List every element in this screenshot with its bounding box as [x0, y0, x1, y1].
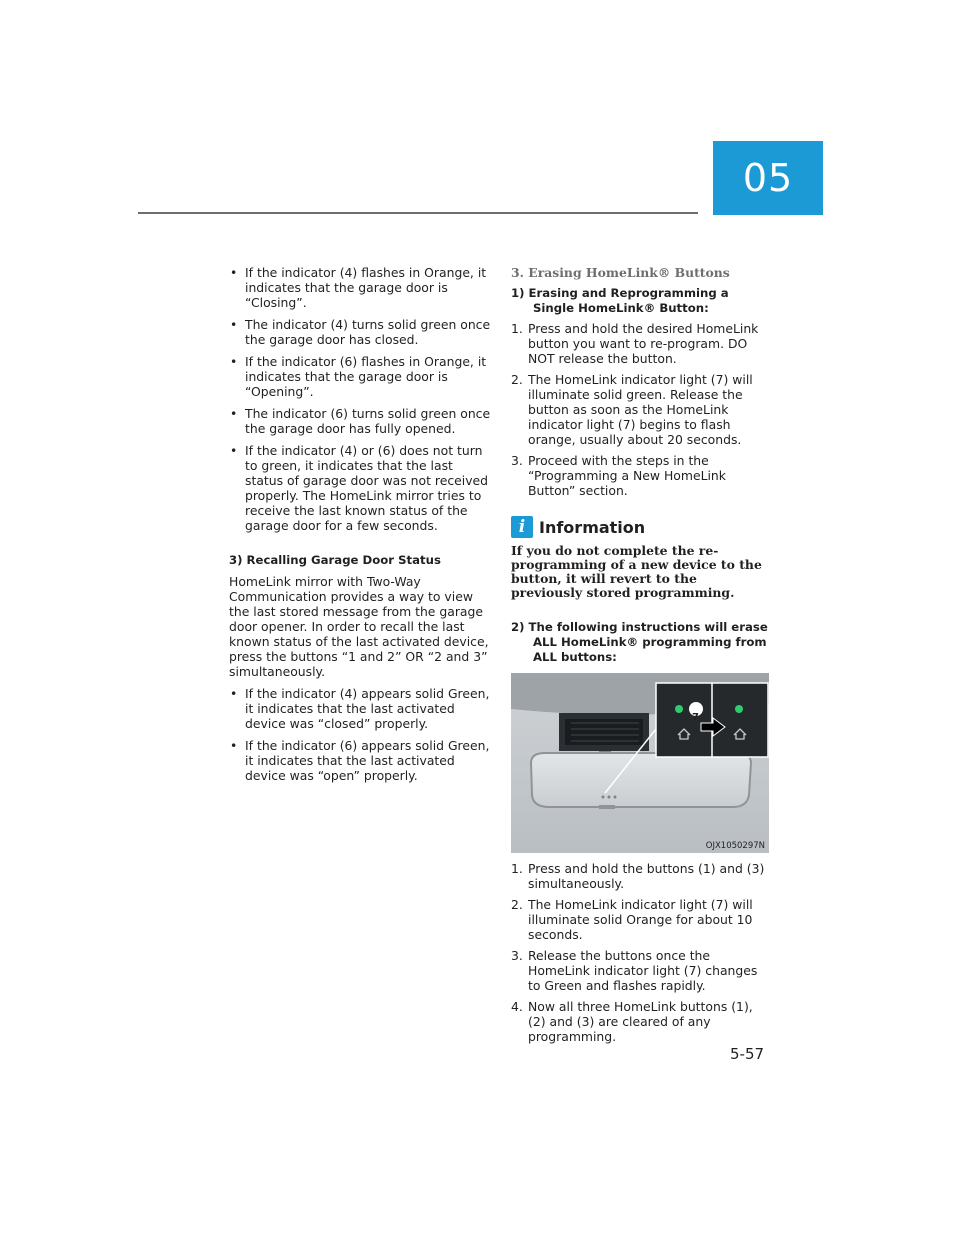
list-item: • If the indicator (6) appears solid Green, it indicates that the last activated device was “open” properly. — [230, 738, 490, 783]
recall-bullet-list — [229, 686, 491, 783]
indicator-light-left — [675, 705, 683, 713]
list-item: 4. Now all three HomeLink buttons (1), (2) and (3) are cleared of any programming. — [511, 999, 753, 1044]
indicator-light-right — [735, 705, 743, 713]
section-title: 3. Erasing HomeLink® Buttons — [511, 265, 730, 280]
info-title: Information — [539, 517, 646, 537]
info-text: If you do not complete the re-programming of a new device to the button, it will revert to the previously stored programming. — [511, 543, 762, 600]
list-item: 1. Press and hold the desired HomeLink button you want to re-program. DO NOT release the button. — [511, 321, 759, 366]
recall-heading: 3) Recalling Garage Door Status — [229, 553, 441, 567]
info-icon: i — [511, 516, 533, 538]
header-rule — [138, 212, 698, 214]
sub-heading-single: 1) Erasing and Reprogramming a Single HomeLink® Button: — [511, 286, 729, 315]
list-item: • If the indicator (6) flashes in Orange, it indicates that the garage door is “Opening”. — [230, 354, 487, 399]
list-item: • The indicator (4) turns solid green once the garage door has closed. — [230, 317, 491, 347]
list-item: • If the indicator (4) or (6) does not turn to green, it indicates that the last status of garage door was not received properly. The HomeLink mirror tries to receive the last known status of the garage door for a few seconds. — [230, 443, 489, 533]
recall-paragraph: HomeLink mirror with Two-Way Communication provides a way to view the last stored message from the garage door opener. In order to recall the last known status of the last activated device, press the buttons “1 and 2” OR “2 and 3” simultaneously. — [229, 574, 489, 679]
list-item: • The indicator (6) turns solid green once the garage door has fully opened. — [230, 406, 491, 436]
sub-heading-all: 2) The following instructions will erase ALL HomeLink® programming from ALL buttons: — [511, 620, 768, 664]
erase-all-steps — [511, 861, 771, 1044]
list-item: • If the indicator (4) appears solid Green, it indicates that the last activated device was “closed” properly. — [230, 686, 490, 731]
single-erase-steps — [511, 321, 771, 498]
left-column — [229, 265, 491, 790]
mirror-illustration — [511, 673, 769, 853]
page-number: 5-57 — [730, 1045, 765, 1063]
chapter-number: 05 — [742, 156, 794, 200]
list-item: 2. The HomeLink indicator light (7) will illuminate solid Orange for about 10 seconds. — [511, 897, 753, 942]
callout-number: 7 — [692, 712, 699, 723]
mirror-figure — [511, 673, 769, 853]
list-item: • If the indicator (4) flashes in Orange, it indicates that the garage door is “Closing”. — [230, 265, 487, 310]
figure-code: OJX1050297N — [705, 841, 765, 851]
list-item: 2. The HomeLink indicator light (7) will illuminate solid green. Release the button as soon as the HomeLink indicator light (7) begins to flash orange, usually about 20 seconds. — [511, 372, 753, 447]
list-item: 3. Release the buttons once the HomeLink indicator light (7) changes to Green and flashes rapidly. — [511, 948, 758, 993]
info-header — [511, 516, 771, 538]
status-bullet-list — [229, 265, 491, 533]
chapter-tab — [713, 141, 823, 215]
right-column — [511, 265, 771, 1050]
list-item: 3. Proceed with the steps in the “Programming a New HomeLink Button” section. — [511, 453, 726, 498]
list-item: 1. Press and hold the buttons (1) and (3) simultaneously. — [511, 861, 765, 891]
